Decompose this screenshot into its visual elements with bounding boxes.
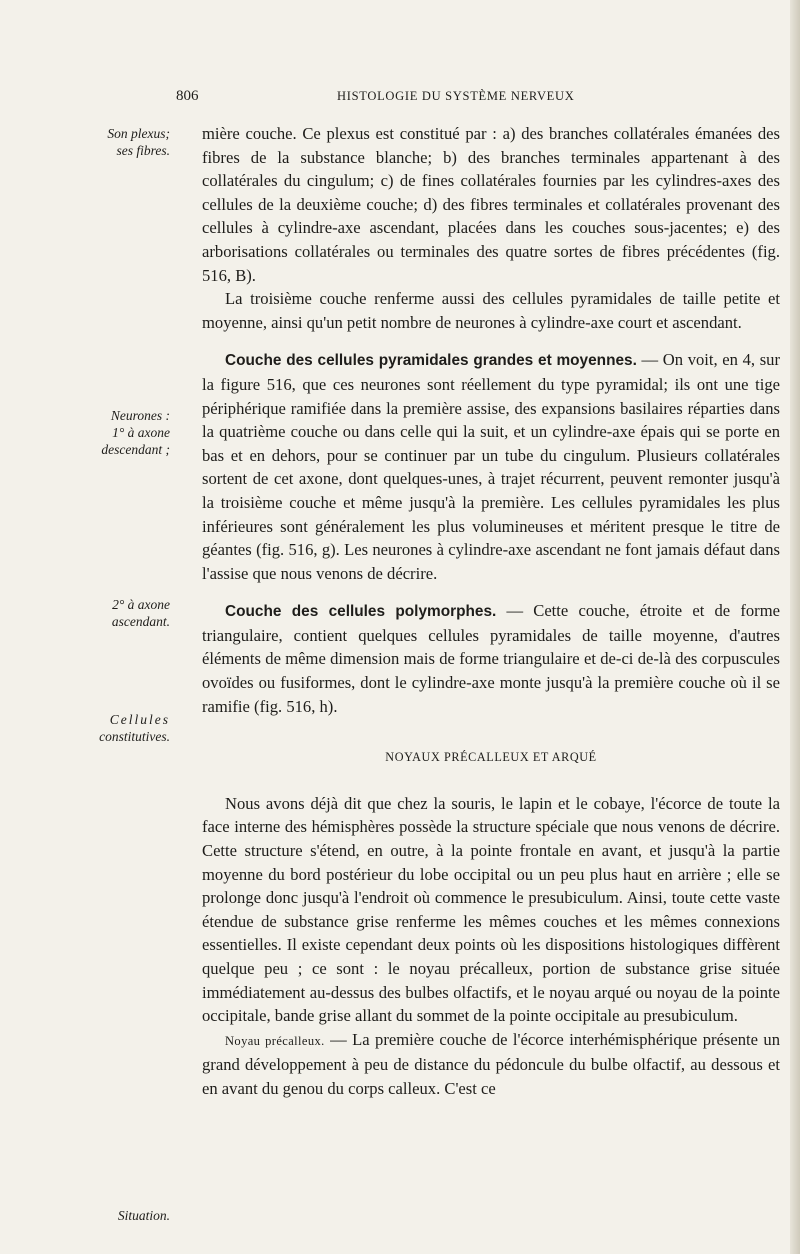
paragraph-1: mière couche. Ce plexus est constitué par : a) des branches collatérales émanées des fibres de la substance blanche; b) des branches terminales appartenant à des collatérales du cingulum; c) de fines collatérales fournies par les cylindres-axes des cellules de la deuxième couche; d) des fibres terminales et collatérales provenant des cellules à cylindre-axe ascendant, placées dans les couches sous-jacentes; e) des arborisations collatérales ou terminales des quatre sortes de fibres précédentes (fig. 516, B). [202, 124, 780, 285]
heading-polymorphes: Couche des cellules polymorphes. [225, 603, 497, 621]
page-header [0, 88, 800, 110]
section-title: NOYAUX PRÉCALLEUX ET ARQUÉ [385, 750, 597, 765]
paragraph-3: Couche des cellules pyramidales grandes et moyennes. — On voit, en 4, sur la figure 516, que ces neurones sont réellement du type pyramidal; ils ont une tige périphérique ramifiée dans la première assise, des expansions basilaires réparties dans la quatrième couche ou dans celle qui la suit, et un cylindre-axe épais qui se porte en bas et en dehors, pour se continuer par un tube du cingulum. Plusieurs collatérales sortent de cet axone, dont quelques-unes, à trajet récurrent, peuvent remonter jusqu'à la troisième couche et même jusqu'à la première. Les cellules pyramidales les plus inférieures sont généralement les plus volumineuses et méritent presque le titre de géantes (fig. 516, g). Les neurones à cylindre-axe ascendant ne font jamais défaut dans l'assise que nous venons de décrire. [202, 350, 780, 583]
heading-pyramidales: Couche des cellules pyramidales grandes et moyennes. [225, 352, 637, 370]
page-number: 806 [176, 88, 199, 104]
lead-noyau-precalleux: Noyau précalleux. [225, 1033, 325, 1048]
paragraph-5: Nous avons déjà dit que chez la souris, le lapin et le cobaye, l'écorce de toute la face interne des hémisphères possède la structure spéciale que nous venons de décrire. Cette structure s'étend, en outre, à la pointe frontale en avant, et jusqu'à la partie moyenne du bord postérieur du lobe occipital ou un peu plus haut en arrière ; elle se prolonge donc jusqu'à l'endroit où commence le presubiculum. Ainsi, toute cette vaste étendue de substance grise renferme les mêmes couches et les mêmes connexions essentielles. Il existe cependant deux points où les dispositions histologiques diffèrent quelque peu ; ce sont : le noyau précalleux, portion de substance grise située immédiatement au-dessus des bulbes olfactifs, et le noyau arqué ou noyau de la pointe occipitale, bande grise allant du sommet de la pointe occipitale au presubiculum. [202, 793, 780, 1026]
margin-note-plexus: Son plexus; ses fibres. [107, 126, 170, 158]
page-body [202, 122, 780, 1101]
margin-note-axone-ascendant: 2° à axone ascendant. [111, 597, 170, 629]
margin-note-situation: Situation. [117, 1208, 170, 1223]
margin-note-cellules: Cellules constitutives. [99, 712, 170, 744]
running-title: HISTOLOGIE DU SYSTÈME NERVEUX [337, 89, 575, 103]
page-edge [790, 0, 800, 1254]
paragraph-4: Couche des cellules polymorphes. — Cette couche, étroite et de forme triangulaire, contient quelques cellules pyramidales de taille moyenne, d'autres éléments de même dimension mais de forme triangulaire et de-ci de-là des corpuscules ovoïdes ou fusiformes, dont le cylindre-axe monte jusqu'à la première couche où il se ramifie (fig. 516, h). [202, 601, 780, 716]
margin-note-neurones: Neurones : 1° à axone descendant ; [101, 408, 170, 457]
paragraph-6: Noyau précalleux. — La première couche de l'écorce interhémisphérique présente un grand développement à peu de distance du pédoncule du bulbe olfactif, au dessous et en avant du genou du corps calleux. C'est ce [202, 1029, 780, 1098]
paragraph-2: La troisième couche renferme aussi des cellules pyramidales de taille petite et moyenne, ainsi qu'un petit nombre de neurones à cylindre-axe court et ascendant. [202, 289, 780, 332]
